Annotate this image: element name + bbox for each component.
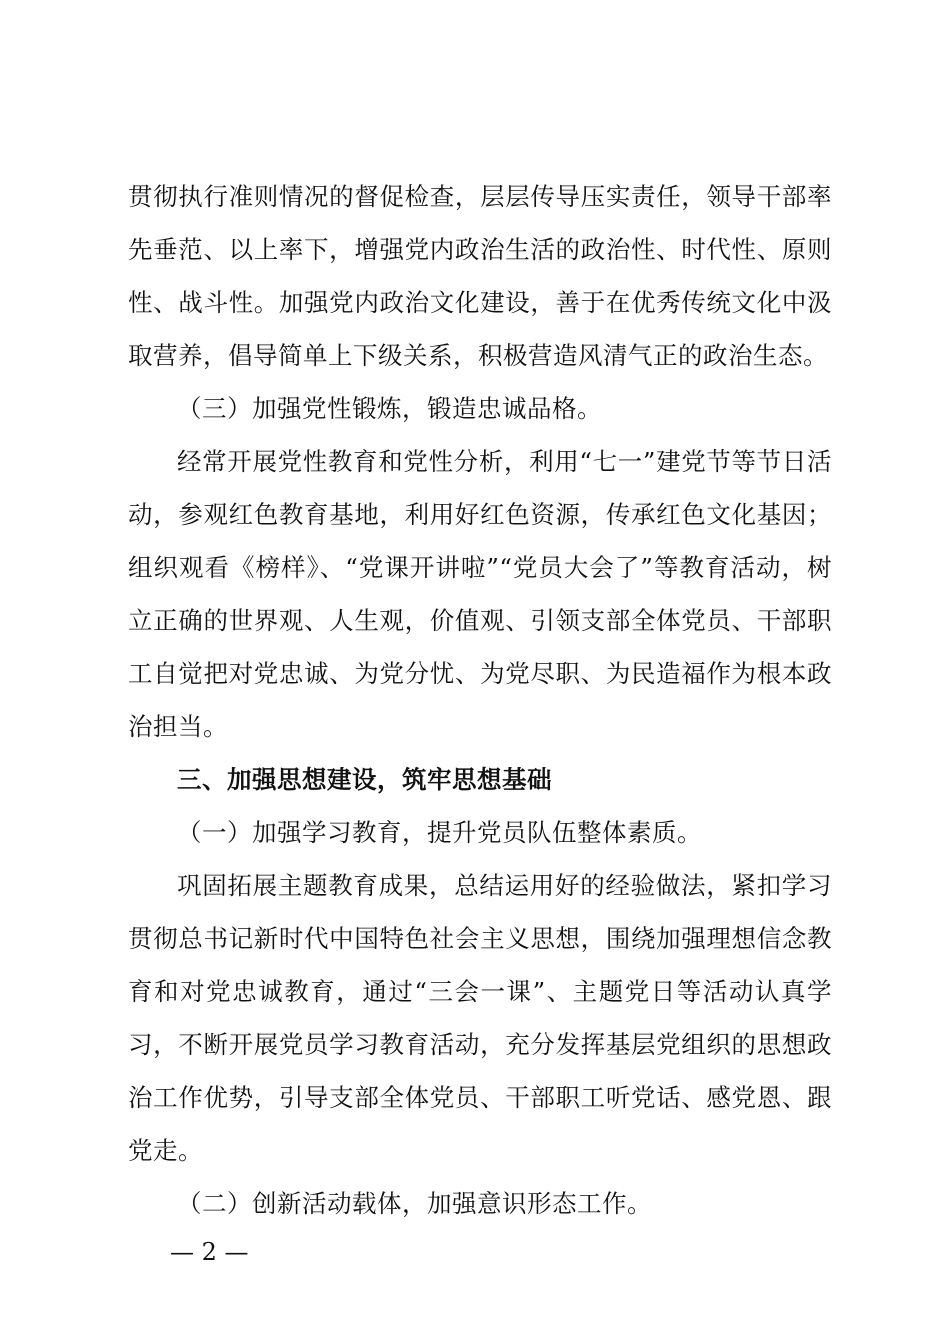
page-number: — 2 — [170, 1238, 249, 1266]
paragraph-learning-education: 巩固拓展主题教育成果，总结运用好的经验做法，紧扣学习贯彻总书记新时代中国特色社会主义思想，围绕加强理想信念教育和对党忠诚教育，通过“三会一课”、主题党日等活动认真学习，不断开展党员学习教育活动，充分发挥基层党组织的思想政治工作优势，引导支部全体党员、干部职工听党话、感党恩、跟党走。 [128, 871, 832, 1165]
section-heading-3: 三、加强思想建设，筑牢思想基础 [177, 765, 552, 794]
subheading-1: （一）加强学习教育，提升党员队伍整体素质。 [177, 818, 702, 847]
paragraph-party-education: 经常开展党性教育和党性分析，利用“七一”建党节等节日活动，参观红色教育基地，利用好红色资源，传承红色文化基因；组织观看《榜样》、“党课开讲啦”“党员大会了”等教育活动，树立正确的世界观、人生观，价值观、引领支部全体党员、干部职工自觉把对党忠诚、为党分忧、为党尽职、为民造福作为根本政治担当。 [128, 447, 832, 741]
subheading-3: （三）加强党性锻炼，锻造忠诚品格。 [177, 394, 602, 423]
document-body [128, 170, 832, 1230]
subheading-2: （二）创新活动载体，加强意识形态工作。 [177, 1189, 652, 1218]
paragraph-continued: 贯彻执行准则情况的督促检查，层层传导压实责任，领导干部率先垂范、以上率下，增强党内政治生活的政治性、时代性、原则性、战斗性。加强党内政治文化建设，善于在优秀传统文化中汲取营养，倡导简单上下级关系，积极营造风清气正的政治生态。 [128, 182, 832, 370]
